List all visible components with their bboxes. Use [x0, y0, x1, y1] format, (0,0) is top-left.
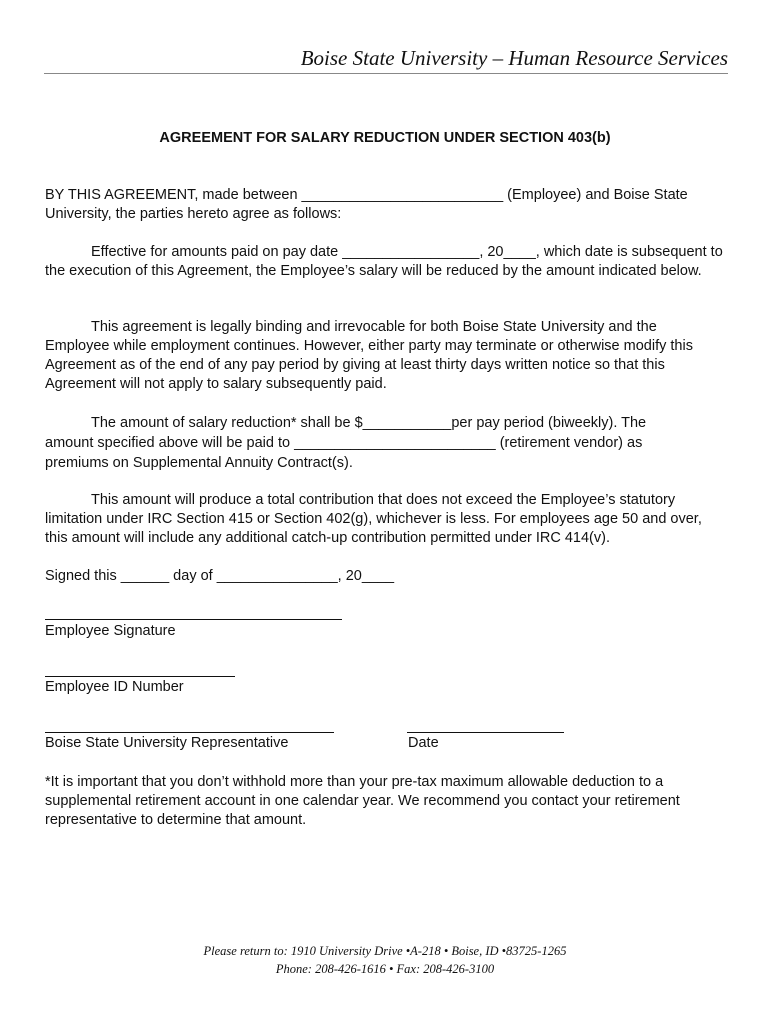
- header-divider: [44, 73, 728, 74]
- effective-date-paragraph: Effective for amounts paid on pay date _________________, 20____, which date is subsequent to the execution of this Agreement, the Employee’s salary will be reduced by the amount indicated below.: [45, 244, 723, 279]
- contribution-paragraph: This amount will produce a total contribution that does not exceed the Employee’s statutory limitation under IRC Section 415 or Section 402(g), whichever is less. For employees age 50 and over, this amount will include any additional catch-up contribution permitted under IRC 414(v).: [45, 492, 702, 546]
- date-label: Date: [408, 735, 439, 751]
- representative-label: Boise State University Representative: [45, 735, 289, 751]
- binding-paragraph: This agreement is legally binding and irrevocable for both Boise State University and the Employee while employment continues. However, either party may terminate or otherwise modify this Agreement as of the end of any pay period by giving at least thirty days written notice so that this Agreement will not apply to salary subsequently paid.: [45, 319, 693, 392]
- salary-reduction-line-1: The amount of salary reduction* shall be $___________per pay period (biweekly). The: [91, 415, 647, 431]
- deduction-note: *It is important that you don’t withhold more than your pre-tax maximum allowable deduction to a supplemental retirement account in one calendar year. We recommend you contact your retirement representative to determine that amount.: [45, 774, 680, 828]
- signed-date-line: Signed this ______ day of _______________, 20____: [45, 568, 395, 584]
- header-title: Boise State University – Human Resource Services: [300, 46, 728, 70]
- employee-id-line: [45, 676, 235, 677]
- salary-reduction-line-3: premiums on Supplemental Annuity Contract(s).: [45, 455, 353, 471]
- agreement-paragraph: BY THIS AGREEMENT, made between _________________________ (Employee) and Boise State University, the parties hereto agree as follows:: [45, 187, 688, 222]
- footer-address: Please return to: 1910 University Drive •A-218 • Boise, ID •83725-1265: [203, 944, 567, 958]
- employee-signature-line: [45, 619, 342, 620]
- date-line: [407, 732, 564, 733]
- document-title: AGREEMENT FOR SALARY REDUCTION UNDER SECTION 403(b): [159, 130, 611, 146]
- employee-signature-label: Employee Signature: [45, 623, 176, 639]
- salary-reduction-paragraph: [45, 413, 724, 473]
- employee-id-label: Employee ID Number: [45, 679, 184, 695]
- salary-reduction-line-2: amount specified above will be paid to _________________________ (retirement vendor) as: [45, 435, 643, 451]
- footer-phone-fax: Phone: 208-426-1616 • Fax: 208-426-3100: [275, 962, 495, 976]
- representative-signature-line: [45, 732, 334, 733]
